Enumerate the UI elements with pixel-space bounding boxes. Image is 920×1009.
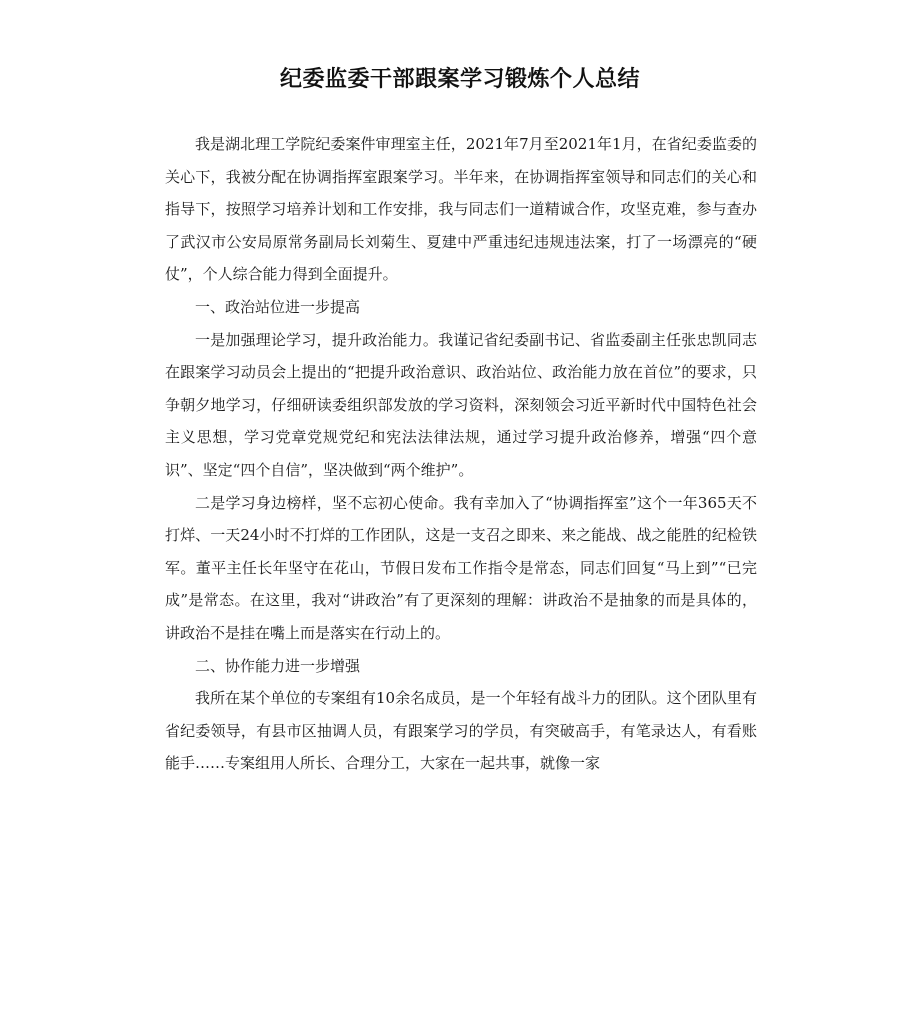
- paragraph-intro: 我是湖北理工学院纪委案件审理室主任，2021年7月至2021年1月，在省纪委监委的关心下，我被分配在协调指挥室跟案学习。半年来，在协调指挥室领导和同志们的关心和指导下，按照学习培养计划和工作安排，我与同志们一道精诚合作，攻坚克难，参与查办了武汉市公安局原常务副局长刘菊生、夏建中严重违纪违规违法案，打了一场漂亮的“硬仗”，个人综合能力得到全面提升。: [165, 135, 757, 284]
- section-heading-political-stance: 一、政治站位进一步提高: [195, 297, 361, 316]
- document-body: [165, 128, 757, 780]
- paragraph-task-force: 我所在某个单位的专案组有10余名成员，是一个年轻有战斗力的团队。这个团队里有省纪委领导，有县市区抽调人员，有跟案学习的学员，有突破高手，有笔录达人，有看账能手……专案组用人所长、合理分工，大家在一起共事，就像一家: [165, 689, 757, 773]
- document-title: 纪委监委干部跟案学习锻炼个人总结: [279, 67, 640, 92]
- paragraph-role-models: 二是学习身边榜样，坚不忘初心使命。我有幸加入了“协调指挥室”这个一年365天不打烊、一天24小时不打烊的工作团队，这是一支召之即来、来之能战、战之能胜的纪检铁军。董平主任长年坚守在花山，节假日发布工作指令是常态，同志们回复“马上到”“已完成”是常态。在这里，我对“讲政治”有了更深刻的理解：讲政治不是抽象的而是具体的，讲政治不是挂在嘴上而是落实在行动上的。: [165, 493, 757, 642]
- section-heading-collaboration: 二、协作能力进一步增强: [195, 656, 361, 675]
- paragraph-theory-study: 一是加强理论学习，提升政治能力。我谨记省纪委副书记、省监委副主任张忠凯同志在跟案学习动员会上提出的“把提升政治意识、政治站位、政治能力放在首位”的要求，只争朝夕地学习，仔细研读委组织部发放的学习资料，深刻领会习近平新时代中国特色社会主义思想，学习党章党规党纪和宪法法律法规，通过学习提升政治修养，增强“四个意识”、坚定“四个自信”，坚决做到“两个维护”。: [165, 330, 757, 479]
